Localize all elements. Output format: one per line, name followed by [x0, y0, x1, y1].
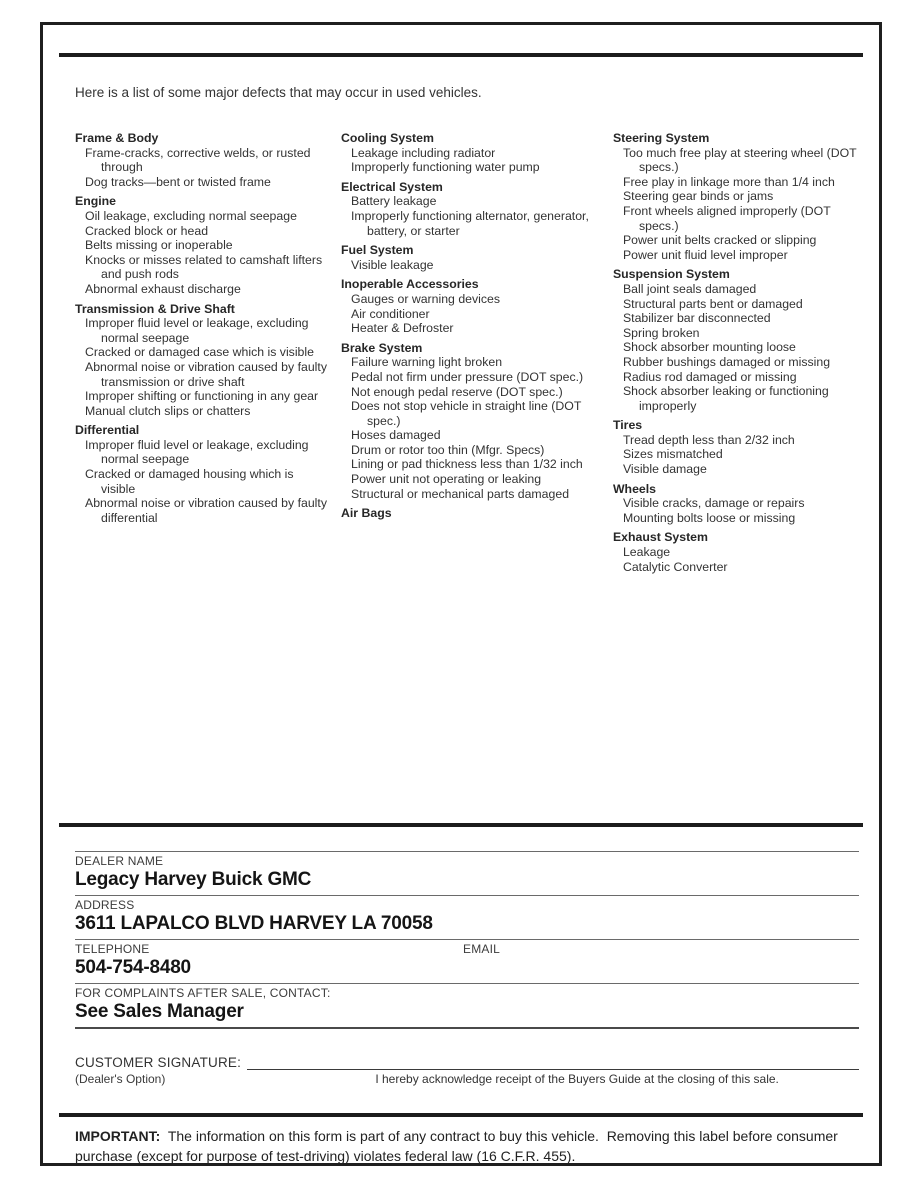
- defect-item: Leakage including radiator: [351, 145, 496, 160]
- dealers-option-label: (Dealer's Option): [75, 1072, 166, 1086]
- defect-section: [75, 194, 329, 296]
- defect-item: Visible cracks, damage or repairs: [622, 496, 805, 511]
- defect-section: [75, 302, 329, 419]
- important-text: The information on this form is part of any contract to buy this vehicle. Removing this label before consumer purchase (except for purpose of test-driving) violates federal law (16 C.F.R. 455).: [75, 1128, 842, 1164]
- dealer-name-row: [75, 851, 859, 895]
- buyers-guide-page: [40, 22, 882, 1166]
- defect-item: Shock absorber mounting loose: [622, 340, 796, 355]
- defect-item: Abnormal noise or vibration caused by faulty transmission or drive shaft: [85, 359, 327, 389]
- defect-item: Abnormal noise or vibration caused by faulty differential: [85, 496, 327, 525]
- defect-section-title: Wheels: [612, 481, 657, 496]
- defect-item: Dog tracks—bent or twisted frame: [85, 174, 271, 189]
- defect-section-title: Suspension System: [612, 267, 730, 282]
- defect-item: Too much free play at steering wheel (DOT specs.): [622, 145, 857, 175]
- defect-item: Steering gear binds or jams: [622, 189, 774, 204]
- defect-item: Radius rod damaged or missing: [622, 369, 797, 384]
- defect-item: Lining or pad thickness less than 1/32 inch: [351, 457, 583, 472]
- defect-section: [75, 131, 329, 189]
- defect-column: [75, 129, 329, 579]
- defect-item: Drum or rotor too thin (Mfgr. Specs): [351, 442, 545, 457]
- signature-line: [247, 1056, 859, 1070]
- defect-item: Improper fluid level or leakage, excluding normal seepage: [85, 437, 309, 467]
- defect-section: [75, 423, 329, 525]
- defect-section-title: Inoperable Accessories: [341, 277, 479, 292]
- important-notice: [75, 1127, 842, 1166]
- defect-section-title: Fuel System: [341, 243, 414, 258]
- defect-item: Hoses damaged: [351, 428, 441, 443]
- defect-section: [341, 277, 601, 335]
- telephone-value: 504-754-8480: [75, 957, 191, 978]
- defect-item: Air conditioner: [351, 306, 430, 321]
- defect-item: Improperly functioning water pump: [351, 160, 540, 175]
- complaints-row: [75, 983, 859, 1029]
- defect-item: Abnormal exhaust discharge: [85, 281, 241, 296]
- defect-item: Shock absorber leaking or functioning improperly: [622, 384, 829, 413]
- defect-section: [341, 180, 601, 238]
- defect-item: Battery leakage: [351, 194, 437, 209]
- defects-list: [75, 129, 861, 579]
- defect-item: Frame-cracks, corrective welds, or rusted through: [85, 145, 311, 175]
- defect-item: Knocks or misses related to camshaft lifters and push rods: [85, 252, 323, 282]
- defect-section: [341, 506, 601, 521]
- dealer-name-label: DEALER NAME: [75, 854, 164, 868]
- defect-section: [613, 482, 861, 526]
- defect-item: Power unit belts cracked or slipping: [622, 233, 817, 248]
- important-divider-rule: [59, 1113, 863, 1117]
- defect-item: Structural or mechanical parts damaged: [351, 486, 570, 501]
- defect-section-title: Engine: [75, 194, 116, 209]
- defect-item: Does not stop vehicle in straight line (DOT spec.): [351, 399, 582, 428]
- defect-item: Not enough pedal reserve (DOT spec.): [351, 384, 563, 399]
- defect-item: Spring broken: [622, 325, 700, 340]
- defect-section: [613, 131, 861, 262]
- defect-section: [341, 131, 601, 175]
- defect-item: Improper shifting or functioning in any gear: [85, 389, 319, 404]
- telephone-label: TELEPHONE: [75, 942, 150, 956]
- defect-item: Manual clutch slips or chatters: [85, 403, 251, 418]
- defect-item: Visible damage: [622, 462, 707, 477]
- defect-item: Tread depth less than 2/32 inch: [622, 432, 795, 447]
- defect-column: [613, 129, 861, 579]
- defect-section-title: Frame & Body: [75, 131, 159, 145]
- defect-section: [341, 341, 601, 502]
- defect-item: Gauges or warning devices: [351, 291, 501, 306]
- customer-signature-label: CUSTOMER SIGNATURE:: [75, 1055, 242, 1070]
- form-divider-rule: [59, 823, 863, 827]
- top-divider-rule: [59, 53, 863, 57]
- defect-section: [613, 530, 861, 574]
- defect-item: Structural parts bent or damaged: [622, 296, 803, 311]
- defect-item: Mounting bolts loose or missing: [622, 510, 796, 525]
- defect-section: [341, 243, 601, 272]
- defect-item: Stabilizer bar disconnected: [622, 311, 771, 326]
- defect-item: Failure warning light broken: [351, 355, 503, 370]
- defect-item: Ball joint seals damaged: [622, 281, 757, 296]
- defect-section-title: Electrical System: [341, 179, 443, 194]
- defect-column: [341, 129, 601, 579]
- defect-item: Catalytic Converter: [622, 559, 728, 574]
- signature-block: [75, 1055, 859, 1086]
- defect-item: Cracked block or head: [85, 223, 209, 238]
- defect-section-title: Transmission & Drive Shaft: [75, 301, 235, 316]
- defect-item: Belts missing or inoperable: [85, 238, 233, 253]
- defect-item: Oil leakage, excluding normal seepage: [85, 208, 297, 223]
- defect-section-title: Air Bags: [341, 506, 392, 521]
- defects-intro-text: Here is a list of some major defects that may occur in used vehicles.: [75, 85, 482, 100]
- address-value: 3611 LAPALCO BLVD HARVEY LA 70058: [75, 913, 433, 934]
- defect-item: Rubber bushings damaged or missing: [622, 354, 831, 369]
- defect-section-title: Brake System: [341, 340, 423, 355]
- defect-item: Heater & Defroster: [351, 321, 454, 336]
- defect-item: Improperly functioning alternator, generator, battery, or starter: [351, 208, 589, 238]
- complaints-label: FOR COMPLAINTS AFTER SALE, CONTACT:: [75, 986, 331, 1000]
- important-label: IMPORTANT:: [75, 1128, 161, 1144]
- defect-item: Visible leakage: [351, 257, 434, 272]
- defect-item: Power unit fluid level improper: [622, 247, 788, 262]
- defect-item: Leakage: [622, 545, 671, 560]
- defect-section: [613, 267, 861, 413]
- defect-item: Power unit not operating or leaking: [351, 472, 542, 487]
- defect-item: Cracked or damaged case which is visible: [85, 345, 314, 360]
- defect-section-title: Steering System: [612, 131, 710, 145]
- acknowledgment-text: I hereby acknowledge receipt of the Buyers Guide at the closing of this sale.: [375, 1072, 779, 1086]
- defect-item: Front wheels aligned improperly (DOT specs.): [622, 203, 831, 233]
- defect-item: Free play in linkage more than 1/4 inch: [622, 174, 835, 189]
- email-label: EMAIL: [463, 942, 501, 956]
- defect-section-title: Differential: [75, 423, 140, 438]
- defect-item: Improper fluid level or leakage, excluding normal seepage: [85, 316, 309, 345]
- defect-section-title: Tires: [612, 418, 643, 433]
- telephone-email-row: [75, 939, 859, 983]
- dealer-info-form: [75, 851, 859, 1086]
- defect-item: Pedal not firm under pressure (DOT spec.): [351, 369, 584, 384]
- dealer-name-value: Legacy Harvey Buick GMC: [75, 869, 312, 890]
- complaints-value: See Sales Manager: [75, 1001, 244, 1022]
- defect-section-title: Cooling System: [341, 131, 434, 145]
- defect-item: Cracked or damaged housing which is visible: [85, 467, 294, 496]
- defect-item: Sizes mismatched: [622, 447, 723, 462]
- defect-section-title: Exhaust System: [612, 530, 708, 545]
- address-row: [75, 895, 859, 939]
- address-label: ADDRESS: [75, 898, 135, 912]
- defect-section: [613, 418, 861, 476]
